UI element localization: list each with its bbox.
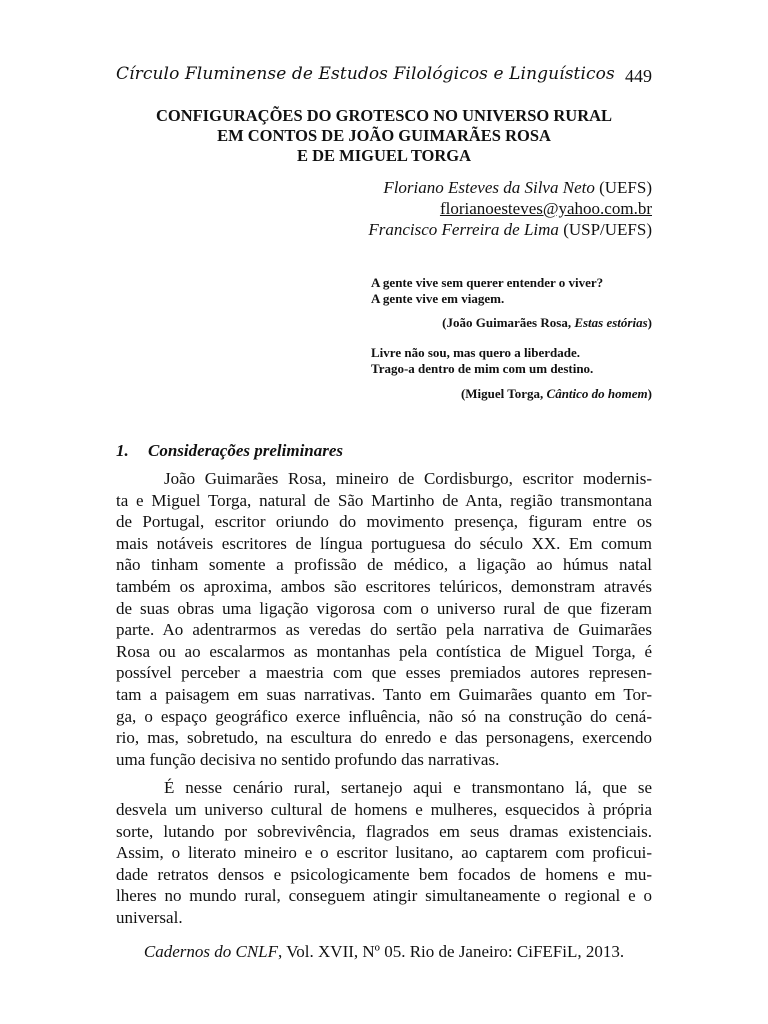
page-number: 449 bbox=[625, 66, 652, 86]
section-number: 1. bbox=[116, 441, 129, 460]
text-line: lheres no mundo rural, conseguem atingir simultaneamente o regional e o bbox=[116, 886, 652, 906]
text-line: Rosa ou ao escalarmos as montanhas pela contística de Miguel Torga, é bbox=[116, 641, 652, 661]
epigraph-block bbox=[371, 275, 652, 402]
text-line: não tinham somente a profissão de médico, a ligação ao húmus natal bbox=[116, 555, 652, 575]
epigraph-line: Trago-a dentro de mim com um destino. bbox=[371, 361, 594, 376]
text-line: rio, mas, sobretudo, na escultura do enredo e das personagens, exercendo bbox=[116, 728, 652, 748]
text-line: mais notáveis escritores de língua portuguesa do século XX. Em comum bbox=[116, 533, 652, 553]
footer-details: , Vol. XVII, Nº 05. Rio de Janeiro: CiFEFiL, 2013. bbox=[278, 942, 625, 961]
author-name: Francisco Ferreira de Lima bbox=[368, 220, 559, 239]
author-block bbox=[300, 177, 652, 240]
epigraph-line: A gente vive em viagem. bbox=[371, 291, 505, 306]
paper-title bbox=[100, 106, 668, 166]
footer-journal: Cadernos do CNLF bbox=[143, 942, 279, 961]
attribution-author: (Miguel Torga, bbox=[460, 386, 547, 401]
author-1 bbox=[300, 177, 652, 198]
attribution-author: (João Guimarães Rosa, bbox=[442, 315, 575, 330]
attribution-close: ) bbox=[647, 386, 652, 401]
author-name: Floriano Esteves da Silva Neto bbox=[383, 178, 595, 197]
attribution-work: Estas estórias bbox=[574, 315, 648, 330]
author-affiliation: (UEFS) bbox=[594, 178, 652, 197]
text-line: ta e Miguel Torga, natural de São Martinho de Anta, região transmontana bbox=[116, 490, 652, 510]
text-line: Assim, o literato mineiro e o escritor lusitano, ao captarem com proficui- bbox=[116, 843, 652, 863]
title-line: CONFIGURAÇÕES DO GROTESCO NO UNIVERSO RURAL bbox=[155, 106, 613, 125]
epigraph-quote-1 bbox=[371, 275, 652, 307]
attribution-close: ) bbox=[647, 315, 652, 330]
epigraph-quote-2 bbox=[371, 345, 652, 377]
author-email-link[interactable]: florianoesteves@yahoo.com.br bbox=[439, 199, 652, 218]
text-line: É nesse cenário rural, sertanejo aqui e transmontano lá, que se bbox=[164, 778, 652, 798]
epigraph-attribution-2 bbox=[371, 386, 652, 402]
paragraph-1 bbox=[116, 468, 652, 770]
text-line: de Portugal, escritor oriundo do movimento presença, figuram entre os bbox=[116, 512, 652, 532]
attribution-work: Cântico do homem bbox=[546, 386, 648, 401]
epigraph-line: A gente vive sem querer entender o viver? bbox=[371, 275, 604, 290]
section-title: Considerações preliminares bbox=[148, 441, 344, 460]
title-line: EM CONTOS DE JOÃO GUIMARÃES ROSA bbox=[217, 126, 551, 145]
title-line: E DE MIGUEL TORGA bbox=[296, 146, 472, 165]
text-line: tam a paisagem em suas narrativas. Tanto em Guimarães quanto em Tor- bbox=[116, 684, 652, 704]
text-line: possível perceber a maestria com que esses premiados autores represen- bbox=[116, 663, 652, 683]
text-line: parte. Ao adentrarmos as veredas do sertão pela narrativa de Guimarães bbox=[116, 620, 652, 640]
author-affiliation: (USP/UEFS) bbox=[558, 220, 652, 239]
section-heading bbox=[116, 441, 652, 461]
text-line: uma função decisiva no sentido profundo das narrativas. bbox=[116, 749, 500, 769]
text-line: ga, o espaço geográfico exerce influência, não só na construção do cená- bbox=[116, 706, 652, 726]
text-line: dade retratos densos e psicologicamente bem focados de homens e mu- bbox=[116, 864, 652, 884]
running-header-journal: Círculo Fluminense de Estudos Filológicos e Linguísticos bbox=[116, 64, 615, 84]
epigraph-attribution-1 bbox=[371, 315, 652, 331]
text-line: de suas obras uma ligação vigorosa com o universo rural de que fizeram bbox=[116, 598, 652, 618]
text-line: João Guimarães Rosa, mineiro de Cordisburgo, escritor modernis- bbox=[164, 469, 652, 488]
body-text bbox=[116, 468, 652, 928]
author-2 bbox=[300, 219, 652, 240]
text-line: desvela um universo cultural de homens e mulheres, esquecidos à própria bbox=[116, 799, 652, 819]
text-line: sorte, lutando por sobrevivência, flagrados em seus dramas existenciais. bbox=[116, 821, 652, 841]
author-1-email bbox=[300, 198, 652, 219]
page-footer bbox=[116, 942, 652, 962]
text-line: também os aproxima, ambos são escritores telúricos, demonstram através bbox=[116, 576, 652, 596]
paragraph-2 bbox=[116, 777, 652, 928]
text-line: universal. bbox=[116, 907, 183, 927]
epigraph-line: Livre não sou, mas quero a liberdade. bbox=[371, 345, 580, 360]
